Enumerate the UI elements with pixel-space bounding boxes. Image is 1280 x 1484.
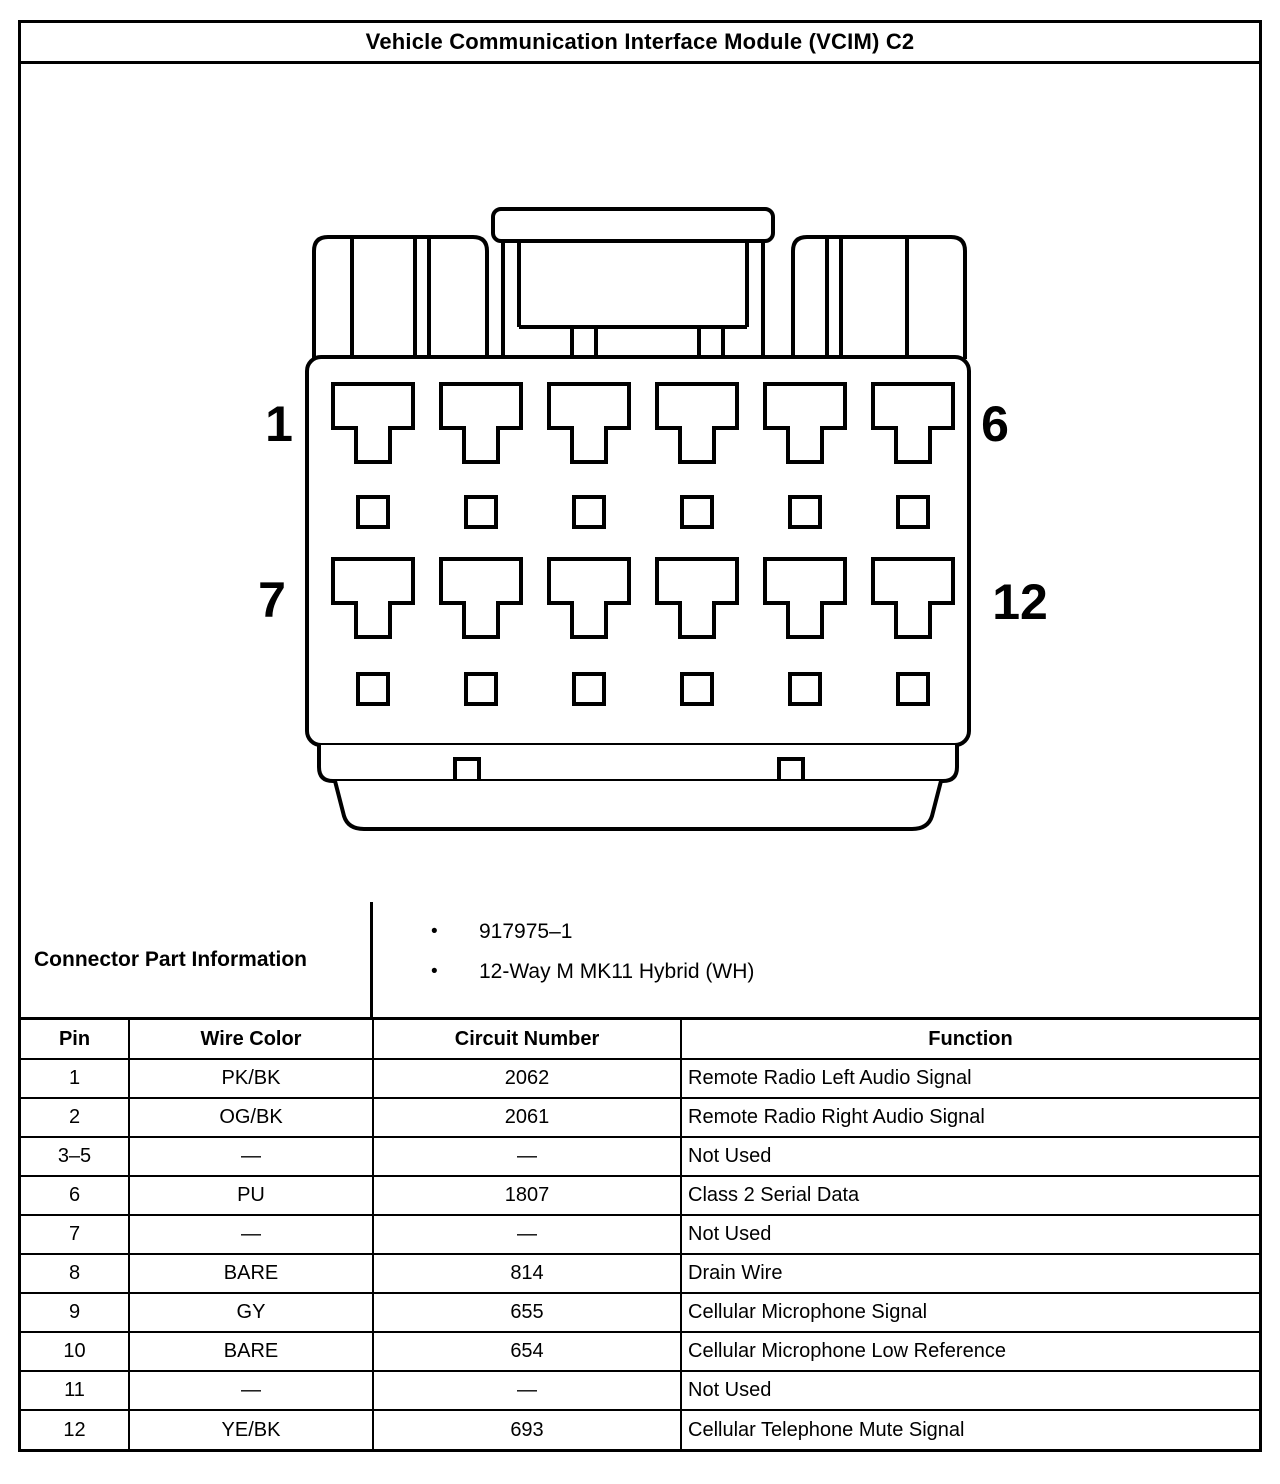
table-row — [21, 1215, 1259, 1254]
table-header-row — [21, 1020, 1259, 1059]
pin-cell: 6 — [21, 1176, 129, 1215]
pin-cell: 7 — [21, 1215, 129, 1254]
header-circuit-number: Circuit Number — [373, 1020, 681, 1059]
bullet-icon: • — [431, 921, 438, 942]
table-row — [21, 1137, 1259, 1176]
circuit-cell: — — [373, 1137, 681, 1176]
header-wire-color: Wire Color — [129, 1020, 373, 1059]
part-number: 917975–1 — [479, 920, 573, 943]
part-info-item — [431, 918, 1259, 945]
connector-group — [258, 209, 1048, 829]
table-row — [21, 1098, 1259, 1137]
function-cell: Drain Wire — [681, 1254, 1259, 1293]
wire-color-cell: GY — [129, 1293, 373, 1332]
wire-color-cell: PK/BK — [129, 1059, 373, 1098]
part-info-label: Connector Part Information — [21, 902, 373, 1017]
circuit-cell: 2061 — [373, 1098, 681, 1137]
circuit-cell: 1807 — [373, 1176, 681, 1215]
function-cell: Cellular Telephone Mute Signal — [681, 1410, 1259, 1449]
figure-frame — [18, 20, 1262, 1452]
circuit-cell: 2062 — [373, 1059, 681, 1098]
table-row — [21, 1410, 1259, 1449]
circuit-cell: 654 — [373, 1332, 681, 1371]
wire-color-cell: YE/BK — [129, 1410, 373, 1449]
title-bar — [21, 23, 1259, 64]
connector-type: 12-Way M MK11 Hybrid (WH) — [479, 960, 755, 983]
pin-cell: 8 — [21, 1254, 129, 1293]
wire-color-cell: PU — [129, 1176, 373, 1215]
pinout-table — [21, 1020, 1259, 1449]
circuit-cell: 814 — [373, 1254, 681, 1293]
wire-color-cell: OG/BK — [129, 1098, 373, 1137]
pin-cell: 2 — [21, 1098, 129, 1137]
function-cell: Cellular Microphone Signal — [681, 1293, 1259, 1332]
wire-color-cell: BARE — [129, 1254, 373, 1293]
pin-cell: 1 — [21, 1059, 129, 1098]
pin-label-12: 12 — [992, 574, 1048, 630]
table-row — [21, 1371, 1259, 1410]
wire-color-cell: — — [129, 1371, 373, 1410]
circuit-cell: — — [373, 1215, 681, 1254]
table-row — [21, 1176, 1259, 1215]
function-cell: Class 2 Serial Data — [681, 1176, 1259, 1215]
circuit-cell: 655 — [373, 1293, 681, 1332]
connector-base — [319, 745, 957, 829]
part-info-item — [431, 958, 1259, 985]
connector-top-tabs — [314, 209, 965, 359]
function-cell: Not Used — [681, 1137, 1259, 1176]
function-cell: Remote Radio Right Audio Signal — [681, 1098, 1259, 1137]
connector-diagram — [21, 64, 1259, 902]
bullet-icon: • — [431, 961, 438, 982]
pin-cell: 3–5 — [21, 1137, 129, 1176]
wire-color-cell: — — [129, 1137, 373, 1176]
table-row — [21, 1332, 1259, 1371]
table-row — [21, 1254, 1259, 1293]
wire-color-cell: BARE — [129, 1332, 373, 1371]
table-row — [21, 1059, 1259, 1098]
pin-cell: 10 — [21, 1332, 129, 1371]
pin-label-6: 6 — [981, 396, 1009, 452]
pin-cell: 12 — [21, 1410, 129, 1449]
part-info-items — [373, 902, 1259, 1017]
circuit-cell: 693 — [373, 1410, 681, 1449]
wire-color-cell: — — [129, 1215, 373, 1254]
pin-cell: 11 — [21, 1371, 129, 1410]
pin-label-1: 1 — [265, 396, 293, 452]
function-cell: Not Used — [681, 1371, 1259, 1410]
connector-drawing — [21, 64, 1259, 902]
function-cell: Cellular Microphone Low Reference — [681, 1332, 1259, 1371]
page-title: Vehicle Communication Interface Module (VCIM) C2 — [365, 29, 915, 54]
pin-cell: 9 — [21, 1293, 129, 1332]
function-cell: Not Used — [681, 1215, 1259, 1254]
header-pin: Pin — [21, 1020, 129, 1059]
header-function: Function — [681, 1020, 1259, 1059]
pin-label-7: 7 — [258, 572, 286, 628]
connector-part-info-row — [21, 902, 1259, 1020]
function-cell: Remote Radio Left Audio Signal — [681, 1059, 1259, 1098]
circuit-cell: — — [373, 1371, 681, 1410]
table-row — [21, 1293, 1259, 1332]
